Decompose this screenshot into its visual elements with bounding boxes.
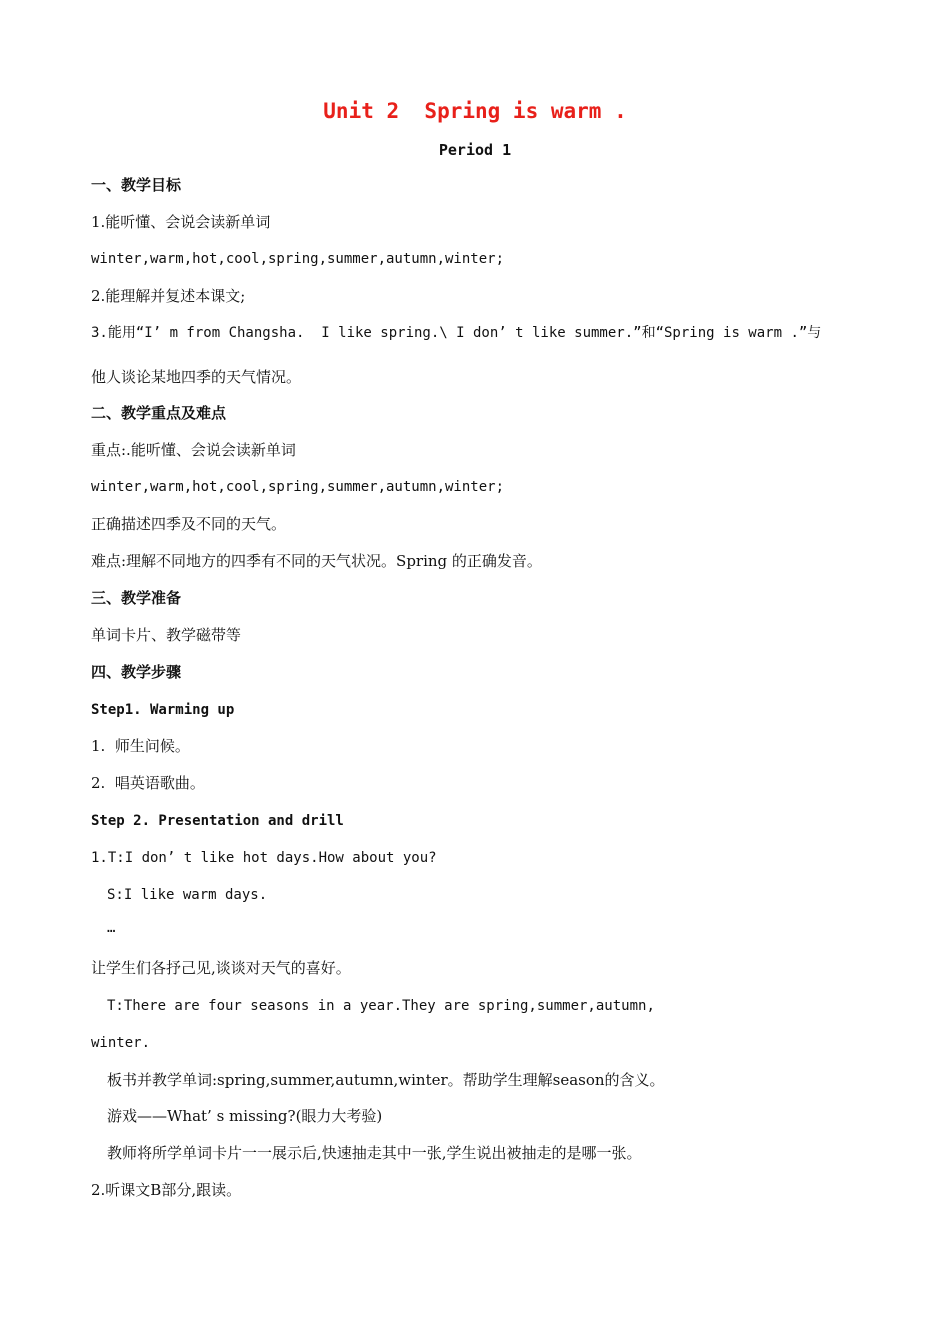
- step-1-item-2: 2. 唱英语歌曲。: [91, 774, 205, 792]
- section-heading-objectives: 一、教学目标: [91, 176, 182, 194]
- key-point: 重点:.能听懂、会说会读新单词: [91, 441, 296, 459]
- listening-task: 2.听课文B部分,跟读。: [91, 1181, 242, 1199]
- game-description: 教师将所学单词卡片一一展示后,快速抽走其中一张,学生说出被抽走的是哪一张。: [107, 1144, 642, 1162]
- step-2-heading: Step 2. Presentation and drill: [91, 813, 344, 829]
- step-1-item-1: 1. 师生问候。: [91, 737, 190, 755]
- difficult-point: 难点:理解不同地方的四季有不同的天气状况。Spring 的正确发音。: [91, 552, 542, 570]
- dialogue-teacher-1: 1.T:I don’ t like hot days.How about you?: [91, 850, 437, 866]
- blackboard-instruction: 板书并教学单词:spring,summer,autumn,winter。帮助学生理解season的含义。: [107, 1071, 665, 1089]
- activity-description: 让学生们各抒己见,谈谈对天气的喜好。: [91, 959, 351, 977]
- section-heading-steps: 四、教学步骤: [91, 663, 182, 681]
- key-point-description: 正确描述四季及不同的天气。: [91, 515, 287, 533]
- dialogue-teacher-2: T:There are four seasons in a year.They are spring,summer,autumn,: [107, 998, 655, 1014]
- objective-3-continued: 他人谈论某地四季的天气情况。: [91, 368, 302, 386]
- vocabulary-list: winter,warm,hot,cool,spring,summer,autumn,winter;: [91, 251, 505, 267]
- dialogue-student-1: S:I like warm days.: [107, 887, 268, 903]
- vocabulary-list: winter,warm,hot,cool,spring,summer,autumn,winter;: [91, 479, 505, 495]
- game-title: 游戏——What’ s missing?(眼力大考验): [107, 1107, 383, 1125]
- objective-2: 2.能理解并复述本课文;: [91, 287, 246, 305]
- document-title: Unit 2 Spring is warm .: [323, 99, 627, 123]
- step-1-heading: Step1. Warming up: [91, 702, 235, 718]
- objective-3: 3.能用“I’ m from Changsha. I like spring.\ I don’ t like summer.”和“Spring is warm .”与: [91, 325, 822, 341]
- section-heading-preparation: 三、教学准备: [91, 589, 182, 607]
- dialogue-ellipsis: …: [107, 920, 116, 936]
- dialogue-teacher-2-continued: winter.: [91, 1035, 151, 1051]
- period-label: Period 1: [438, 141, 512, 159]
- objective-1: 1.能听懂、会说会读新单词: [91, 213, 271, 231]
- preparation-items: 单词卡片、教学磁带等: [91, 626, 242, 644]
- section-heading-key-points: 二、教学重点及难点: [91, 404, 227, 422]
